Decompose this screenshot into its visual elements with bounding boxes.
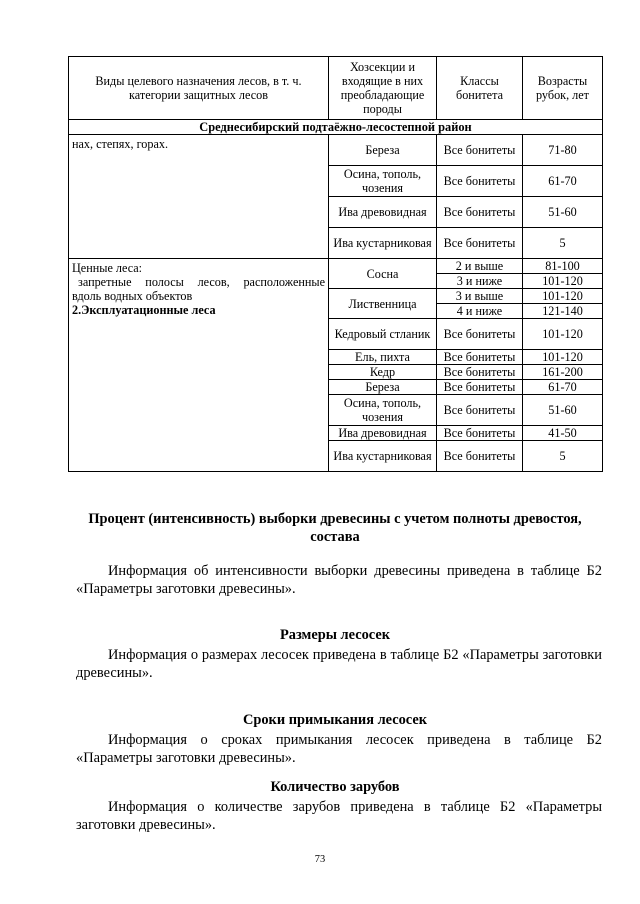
age-cell: 81-100	[523, 259, 603, 274]
exploitation-forests-label: 2.Эксплуатационные леса	[72, 303, 216, 317]
section-heading-intensity: Процент (интенсивность) выборки древесины с учетом полноты древостоя, состава	[88, 511, 582, 545]
section-text-intensity	[76, 562, 602, 598]
species-cell: Ива древовидная	[329, 426, 437, 441]
age-cell: 51-60	[523, 197, 603, 228]
table-row	[69, 259, 603, 274]
species-cell: Ель, пихта	[329, 350, 437, 365]
class-cell: Все бонитеты	[437, 426, 523, 441]
age-cell: 71-80	[523, 135, 603, 166]
species-cell: Кедр	[329, 365, 437, 380]
class-cell: 3 и выше	[437, 289, 523, 304]
class-cell: Все бонитеты	[437, 365, 523, 380]
species-cell: Ива кустарниковая	[329, 228, 437, 259]
forest-purpose-cell	[69, 135, 329, 259]
class-cell: 2 и выше	[437, 259, 523, 274]
water-objects-text: вдоль водных объектов	[72, 289, 193, 303]
species-cell: Кедровый стланик	[329, 319, 437, 350]
age-cell: 5	[523, 441, 603, 472]
header-species: Хозсекции и входящие в них преобладающие породы	[329, 57, 437, 120]
section-heading-cuts: Количество зарубов	[270, 779, 400, 795]
section-text-sizes	[76, 646, 602, 682]
district-row	[69, 120, 603, 135]
header-cutting-age: Возрасты рубок, лет	[523, 57, 603, 120]
header-forest-purpose: Виды целевого назначения лесов, в т. ч. категории защитных лесов	[69, 57, 329, 120]
cutting-age-table	[68, 56, 603, 472]
class-cell: Все бонитеты	[437, 441, 523, 472]
species-cell: Береза	[329, 135, 437, 166]
table-header-row	[69, 57, 603, 120]
class-cell: Все бонитеты	[437, 319, 523, 350]
valuable-forests-label: Ценные леса:	[72, 261, 143, 275]
species-cell: Сосна	[329, 259, 437, 289]
age-cell: 51-60	[523, 395, 603, 426]
species-cell: Осина, тополь, чозения	[329, 166, 437, 197]
class-cell: Все бонитеты	[437, 228, 523, 259]
age-cell: 121-140	[523, 304, 603, 319]
section-text-adjacency-body: Информация о сроках примыкания лесосек приведена в таблице Б2 «Параметры заготовки древесины».	[76, 732, 602, 766]
species-cell: Ива древовидная	[329, 197, 437, 228]
class-cell: Все бонитеты	[437, 135, 523, 166]
species-cell: Лиственница	[329, 289, 437, 319]
section-text-cuts	[76, 798, 602, 834]
class-cell: Все бонитеты	[437, 395, 523, 426]
class-cell: 4 и ниже	[437, 304, 523, 319]
age-cell: 101-120	[523, 289, 603, 304]
age-cell: 101-120	[523, 274, 603, 289]
class-cell: Все бонитеты	[437, 166, 523, 197]
species-cell: Осина, тополь, чозения	[329, 395, 437, 426]
forest-purpose-text: нах, степях, горах.	[72, 137, 169, 151]
age-cell: 61-70	[523, 380, 603, 395]
section-text-sizes-body: Информация о размерах лесосек приведена в таблице Б2 «Параметры заготовки древесины».	[76, 647, 602, 681]
section-heading-sizes: Размеры лесосек	[279, 627, 391, 643]
section-heading-adjacency: Сроки примыкания лесосек	[242, 712, 428, 728]
forest-purpose-cell	[69, 259, 329, 472]
age-cell: 101-120	[523, 319, 603, 350]
section-text-cuts-body: Информация о количестве зарубов приведена в таблице Б2 «Параметры заготовки древесины».	[76, 799, 602, 833]
species-cell: Ива кустарниковая	[329, 441, 437, 472]
table-row	[69, 135, 603, 166]
age-cell: 41-50	[523, 426, 603, 441]
class-cell: Все бонитеты	[437, 197, 523, 228]
district-name: Среднесибирский подтаёжно-лесостепной район	[69, 120, 603, 135]
class-cell: Все бонитеты	[437, 350, 523, 365]
section-text-intensity-body: Информация об интенсивности выборки древесины приведена в таблице Б2 «Параметры заготовки древесины».	[76, 563, 602, 597]
page-number: 73	[314, 854, 326, 865]
class-cell: 3 и ниже	[437, 274, 523, 289]
species-cell: Береза	[329, 380, 437, 395]
age-cell: 101-120	[523, 350, 603, 365]
class-cell: Все бонитеты	[437, 380, 523, 395]
age-cell: 61-70	[523, 166, 603, 197]
age-cell: 161-200	[523, 365, 603, 380]
header-bonitet-class: Классы бонитета	[437, 57, 523, 120]
section-text-adjacency	[76, 731, 602, 767]
age-cell: 5	[523, 228, 603, 259]
protective-strips-text: запретные полосы лесов, расположенные	[78, 275, 325, 289]
